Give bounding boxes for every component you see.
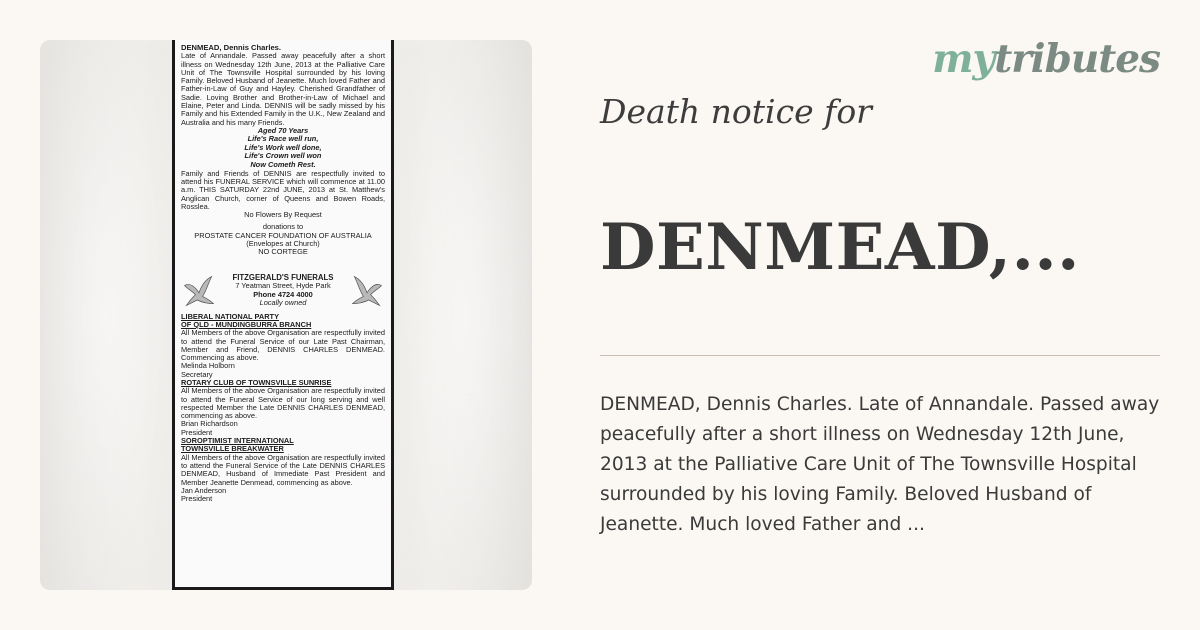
org-signer: Jan Anderson: [181, 485, 227, 495]
notice-cortege: NO CORTEGE: [258, 247, 308, 257]
org-rotary-club: [181, 379, 385, 437]
divider: [600, 355, 1160, 356]
notice-body: Late of Annandale. Passed away peacefully after a short illness on Wednesday 12th June, 2013 at the Palliative Care Unit of The Townsville Hospital surrounded by his loving Family. Beloved Husband of Jeanette. Much loved Father and Father-in-Law of Guy and Hayley. Cherished Grandfather of Sadie. Loving Brother and Brother-in-Law of Michael and Elaine, Peter and Linda. DENNIS will be sadly missed by his Family and his Extended Family in the U.K., New Zealand and Australia and his many Friends.: [181, 51, 385, 127]
org-heading: TOWNSVILLE BREAKWATER: [181, 444, 284, 454]
org-signer: Brian Richardson: [181, 419, 238, 429]
org-heading: OF QLD - MUNDINGBURRA BRANCH: [181, 319, 312, 329]
verse-line: Now Cometh Rest.: [250, 160, 316, 170]
verse-line: Life's Race well run,: [247, 134, 319, 144]
org-heading: ROTARY CLUB OF TOWNSVILLE SUNRISE: [181, 377, 332, 387]
mytributes-logo[interactable]: [932, 36, 1160, 82]
org-body: All Members of the above Organisation are respectfully invited to attend the Funeral Service of our Late Past Chairman, Member and Friend, DENNIS CHARLES DENMEAD. Commencing as above.: [181, 328, 385, 363]
notice-age: Aged 70 Years: [257, 125, 309, 135]
funeral-home-tagline: Locally owned: [259, 297, 307, 307]
notice-donations: donations to: [262, 222, 304, 232]
page-subtitle: Death notice for: [600, 92, 872, 131]
org-body: All Members of the above Organisation are respectfully invited to attend the Funeral Service of our long serving and well respected Member the Late DENNIS CHARLES DENMEAD, commencing as above.: [181, 386, 385, 421]
org-role: President: [181, 494, 213, 504]
org-signer: Melinda Holborn: [181, 361, 235, 371]
dove-right-icon: [349, 273, 385, 309]
notice-image[interactable]: [40, 40, 532, 590]
newspaper-notice: [172, 40, 394, 590]
funeral-home-name: FITZGERALD'S FUNERALS: [232, 273, 334, 283]
notice-verse: [181, 135, 385, 169]
notice-service: Family and Friends of DENNIS are respectfully invited to attend his FUNERAL SERVICE which will commence at 11.00 a.m. THIS SATURDAY 22nd JUNE, 2013 at St. Matthew's Anglican Church, corner of Queens and Bowen Roads, Rosslea.: [181, 168, 385, 211]
logo-suffix: tributes: [994, 36, 1160, 82]
funeral-home-phone: Phone 4724 4000: [253, 289, 313, 299]
org-liberal-party: [181, 313, 385, 379]
notice-envelopes: (Envelopes at Church): [246, 239, 320, 249]
funeral-home-address: 7 Yeatman Street, Hyde Park: [235, 281, 331, 291]
verse-line: Life's Work well done,: [244, 142, 322, 152]
notice-flowers: No Flowers By Request: [244, 210, 322, 220]
notice-name: DENMEAD, Dennis Charles.: [181, 43, 282, 52]
org-heading: LIBERAL NATIONAL PARTY: [181, 311, 279, 321]
org-role: President: [181, 427, 213, 437]
deceased-name: DENMEAD,...: [600, 210, 1080, 285]
org-role: Secretary: [181, 369, 213, 379]
org-body: All Members of the above Organisation are respectfully invited to attend the Funeral Service of the Late DENNIS CHARLES DENMEAD, Husband of Immediate Past President and Member Jeanette Denmead, commencing as above.: [181, 452, 385, 487]
dove-left-icon: [181, 273, 217, 309]
funeral-home-block: [181, 269, 385, 313]
notice-charity: PROSTATE CANCER FOUNDATION OF AUSTRALIA: [194, 230, 372, 240]
org-soroptimist: [181, 437, 385, 503]
logo-prefix: my: [932, 36, 995, 82]
verse-line: Life's Crown well won: [244, 151, 322, 161]
org-heading: SOROPTIMIST INTERNATIONAL: [181, 436, 294, 446]
notice-excerpt: DENMEAD, Dennis Charles. Late of Annandale. Passed away peacefully after a short illness on Wednesday 12th June, 2013 at the Palliative Care Unit of The Townsville Hospital surrounded by his loving Family. Beloved Husband of Jeanette. Much loved Father and ...: [600, 394, 1160, 535]
